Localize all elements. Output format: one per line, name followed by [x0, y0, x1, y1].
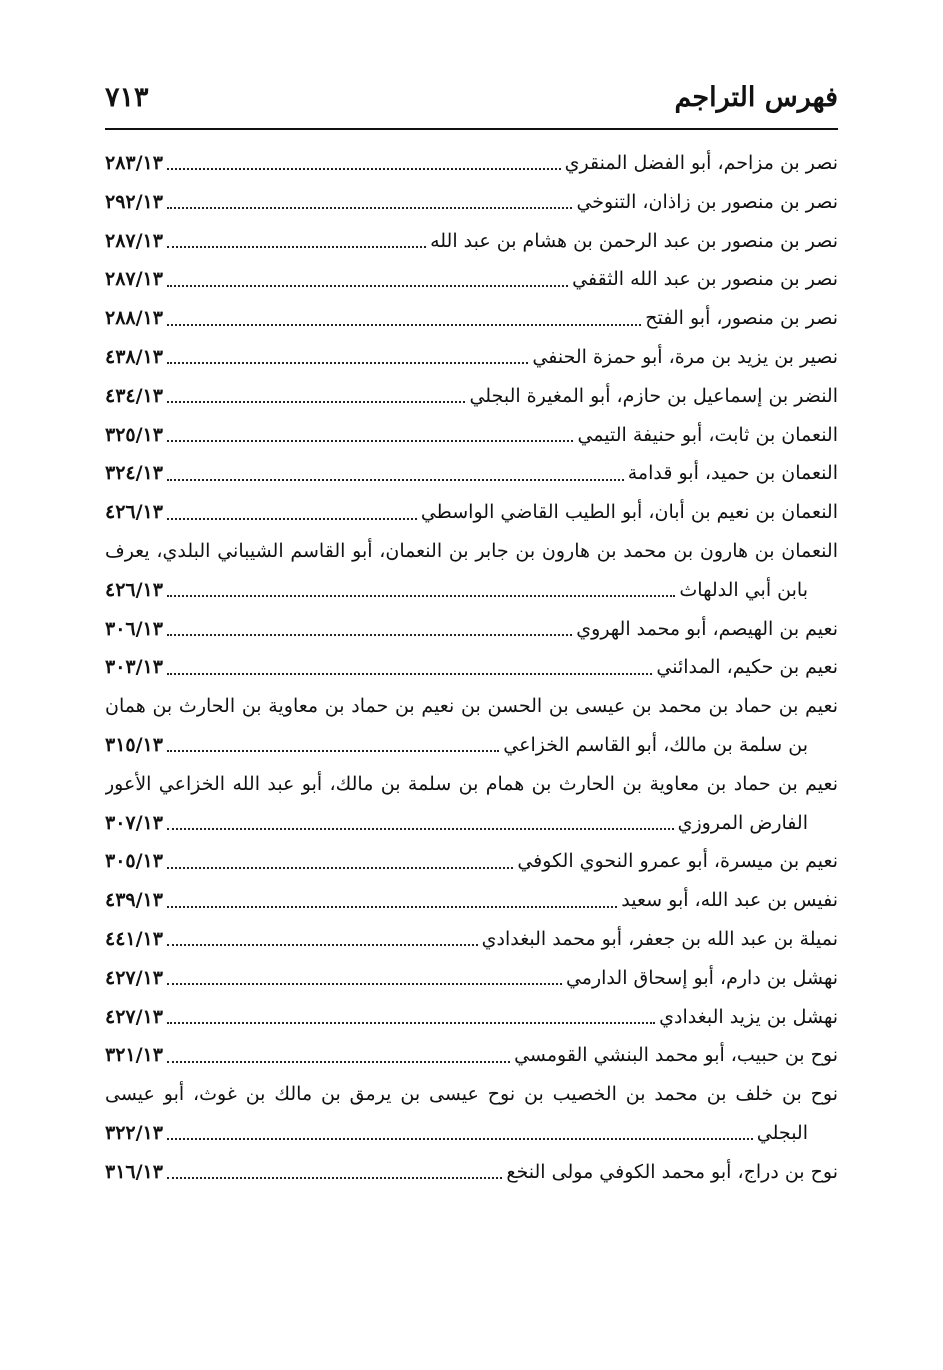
dot-leader	[167, 285, 568, 287]
entry-line	[105, 648, 838, 687]
index-entry	[105, 299, 838, 338]
dot-leader	[167, 673, 652, 675]
dot-leader	[167, 246, 426, 248]
volume-page-reference: ٣٢١/١٣	[105, 1044, 163, 1067]
entry-line	[105, 338, 838, 377]
entry-line	[105, 416, 838, 455]
header-rule	[105, 128, 838, 130]
volume-page-reference: ٣٠٥/١٣	[105, 850, 163, 873]
entry-name: الفارض المروزي	[677, 811, 808, 834]
index-entry	[105, 144, 838, 183]
entry-name: نصر بن مزاحم، أبو الفضل المنقري	[564, 152, 838, 174]
dot-leader	[167, 983, 562, 985]
entry-line	[105, 183, 838, 222]
entry-name: نصر بن منصور بن عبد الله الثقفي	[572, 268, 838, 291]
dot-leader	[167, 401, 465, 403]
volume-page-reference: ٣٢٢/١٣	[105, 1121, 163, 1144]
dot-leader	[167, 362, 528, 364]
entry-name: نصر بن منصور بن عبد الرحمن بن هشام بن عبد الله	[430, 229, 838, 252]
dot-leader	[167, 1138, 753, 1140]
index-entry	[105, 1075, 838, 1153]
index-entry	[105, 610, 838, 649]
volume-page-reference: ٣١٦/١٣	[105, 1160, 163, 1183]
entry-line-wrapped	[105, 687, 838, 726]
dot-leader	[167, 479, 624, 481]
volume-page-reference: ٣٢٤/١٣	[105, 462, 163, 485]
entry-name: نعيم بن حماد بن معاوية بن الحارث بن همام بن سلمة بن مالك، أبو عبد الله الخزاعي الأعور	[105, 772, 838, 795]
entry-name: نعيم بن حماد بن محمد بن عيسى بن الحسن بن نعيم بن حماد بن معاوية بن الحارث بن همان	[105, 695, 838, 718]
index-entry	[105, 765, 838, 843]
dot-leader	[167, 440, 573, 442]
dot-leader	[167, 906, 617, 908]
volume-page-reference: ٤٢٦/١٣	[105, 578, 163, 601]
dot-leader	[167, 595, 675, 597]
index-entry	[105, 260, 838, 299]
entry-name: النعمان بن هارون بن محمد بن هارون بن جابر بن النعمان، أبو القاسم الشيباني البلدي، يعرف	[105, 539, 838, 562]
dot-leader	[167, 1061, 510, 1063]
entry-line	[105, 804, 838, 843]
entry-name: بابن أبي الدلهاث	[679, 578, 808, 601]
volume-page-reference: ٤٤١/١٣	[105, 927, 163, 950]
volume-page-reference: ٢٨٣/١٣	[105, 152, 163, 174]
entry-line	[105, 998, 838, 1037]
entry-line	[105, 377, 838, 416]
entry-line	[105, 842, 838, 881]
volume-page-reference: ٣١٥/١٣	[105, 733, 163, 756]
index-entry	[105, 493, 838, 532]
entry-line	[105, 1114, 838, 1153]
dot-leader	[167, 207, 572, 209]
entry-name: النعمان بن نعيم بن أبان، أبو الطيب القاضي الواسطي	[420, 501, 838, 524]
volume-page-reference: ٣٠٦/١٣	[105, 617, 163, 640]
volume-page-reference: ٣٠٧/١٣	[105, 811, 163, 834]
entry-name: نوح بن دراج، أبو محمد الكوفي مولى النخع	[506, 1160, 838, 1183]
volume-page-reference: ٢٩٢/١٣	[105, 190, 163, 213]
entry-name: البجلي	[756, 1121, 808, 1144]
entry-line	[105, 454, 838, 493]
page-number: ٧١٣	[105, 82, 149, 113]
volume-page-reference: ٤٢٧/١٣	[105, 966, 163, 989]
dot-leader	[167, 750, 499, 752]
volume-page-reference: ٢٨٨/١٣	[105, 307, 163, 330]
entry-name: نعيم بن ميسرة، أبو عمرو النحوي الكوفي	[517, 850, 838, 873]
volume-page-reference: ٤٢٦/١٣	[105, 501, 163, 524]
index-entry	[105, 687, 838, 765]
dot-leader	[167, 1022, 655, 1024]
dot-leader	[167, 867, 513, 869]
volume-page-reference: ٣٠٣/١٣	[105, 656, 163, 679]
entry-line	[105, 144, 838, 183]
index-entry	[105, 222, 838, 261]
entry-line-wrapped	[105, 532, 838, 571]
dot-leader	[167, 944, 478, 946]
dot-leader	[167, 1177, 502, 1179]
entry-line	[105, 299, 838, 338]
index-entry	[105, 416, 838, 455]
index-entry	[105, 959, 838, 998]
entry-name: النعمان بن حميد، أبو قدامة	[627, 462, 838, 485]
page-title: فهرس التراجم	[674, 82, 838, 113]
entry-name: بن سلمة بن مالك، أبو القاسم الخزاعي	[503, 733, 808, 756]
index-entry	[105, 1153, 838, 1192]
entry-line	[105, 222, 838, 261]
index-entry	[105, 842, 838, 881]
index-entry	[105, 377, 838, 416]
entry-name: نفيس بن عبد الله، أبو سعيد	[621, 889, 838, 912]
entry-name: نوح بن خلف بن محمد بن الخصيب بن نوح عيسى بن يرمق بن مالك بن غوث، أبو عيسى	[105, 1083, 838, 1106]
index-entry	[105, 454, 838, 493]
page-header	[105, 82, 838, 124]
volume-page-reference: ٢٨٧/١٣	[105, 268, 163, 291]
entry-name: نصر بن منصور، أبو الفتح	[645, 307, 838, 330]
index-entry	[105, 338, 838, 377]
dot-leader	[167, 324, 641, 326]
entry-name: نصر بن منصور بن زاذان، التنوخي	[576, 190, 838, 213]
entry-name: نميلة بن عبد الله بن جعفر، أبو محمد البغدادي	[481, 927, 838, 950]
dot-leader	[167, 634, 572, 636]
volume-page-reference: ٤٣٩/١٣	[105, 889, 163, 912]
index-entry	[105, 183, 838, 222]
entry-line	[105, 610, 838, 649]
entry-line-wrapped	[105, 765, 838, 804]
index-page	[105, 82, 838, 1192]
dot-leader	[167, 828, 674, 830]
entry-name: نعيم بن الهيصم، أبو محمد الهروي	[576, 617, 838, 640]
entry-line	[105, 959, 838, 998]
entry-line	[105, 1153, 838, 1192]
entry-name: النضر بن إسماعيل بن حازم، أبو المغيرة البجلي	[469, 384, 838, 407]
dot-leader	[167, 168, 561, 170]
entry-name: نصير بن يزيد بن مرة، أبو حمزة الحنفي	[532, 345, 838, 368]
entry-name: نعيم بن حكيم، المدائني	[656, 656, 838, 679]
index-entry	[105, 648, 838, 687]
entry-line	[105, 1036, 838, 1075]
entry-line-wrapped	[105, 1075, 838, 1114]
entry-line	[105, 920, 838, 959]
entry-line	[105, 571, 838, 610]
index-entry	[105, 532, 838, 610]
entry-line	[105, 260, 838, 299]
entry-name: نوح بن حبيب، أبو محمد البنشي القومسي	[514, 1044, 838, 1067]
index-entry	[105, 998, 838, 1037]
entry-name: النعمان بن ثابت، أبو حنيفة التيمي	[577, 423, 838, 446]
biography-index-list	[105, 144, 838, 1192]
entry-line	[105, 881, 838, 920]
volume-page-reference: ٤٣٨/١٣	[105, 345, 163, 368]
index-entry	[105, 1036, 838, 1075]
index-entry	[105, 920, 838, 959]
volume-page-reference: ٤٣٤/١٣	[105, 384, 163, 407]
volume-page-reference: ٢٨٧/١٣	[105, 229, 163, 252]
dot-leader	[167, 518, 417, 520]
entry-name: نهشل بن دارم، أبو إسحاق الدارمي	[565, 966, 838, 989]
entry-line	[105, 493, 838, 532]
volume-page-reference: ٣٢٥/١٣	[105, 423, 163, 446]
index-entry	[105, 881, 838, 920]
volume-page-reference: ٤٢٧/١٣	[105, 1005, 163, 1028]
entry-name: نهشل بن يزيد البغدادي	[659, 1005, 838, 1028]
entry-line	[105, 726, 838, 765]
